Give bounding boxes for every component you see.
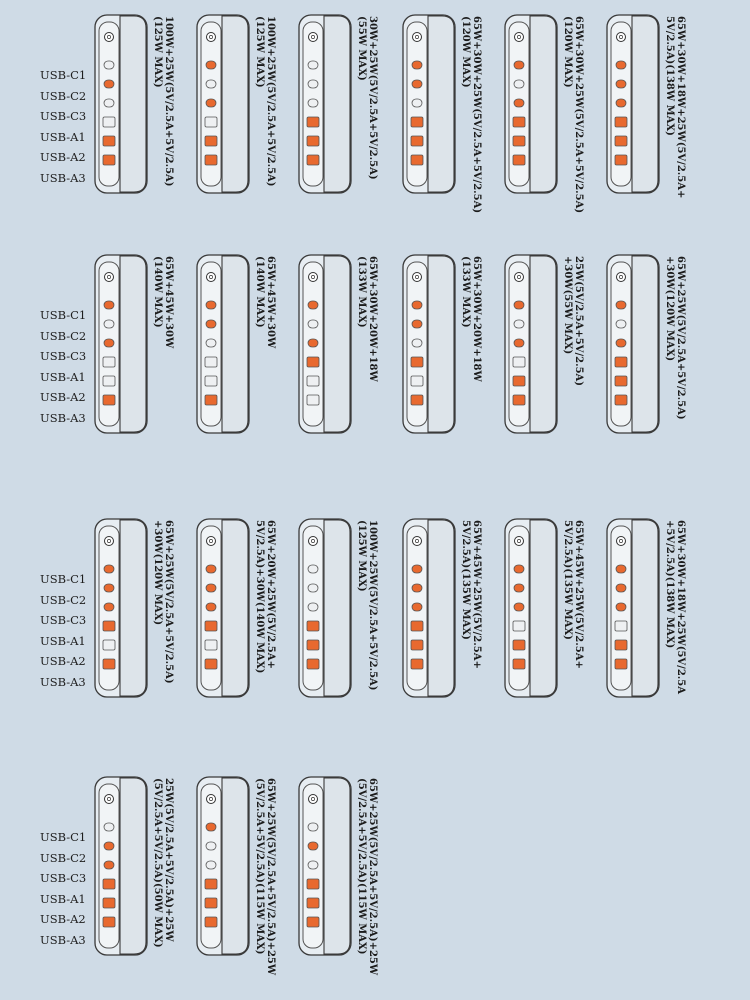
power-caption-line: (133W MAX) [356,256,367,328]
power-caption-line: (120W MAX) [562,16,573,88]
usb-a-port-active [205,898,217,908]
usb-c-port-active [104,861,114,869]
usb-c-port-active [104,565,114,573]
power-caption-line: (120W MAX) [460,16,471,88]
charger-configuration [504,518,584,702]
charger-side-panel [120,778,146,954]
charger-configuration [402,14,482,214]
usb-c-port-active [104,603,114,611]
charger-configuration [196,776,276,976]
power-button-icon [413,33,422,42]
charger-side-panel [632,520,658,696]
usb-a-port-active [513,659,525,669]
port-label: USB-A2 [40,654,86,668]
usb-c-port-active [206,99,216,107]
power-caption [254,778,276,975]
usb-c-port-active [616,584,626,592]
charger-body [94,776,148,956]
charger-configuration [298,14,378,198]
usb-c-port-inactive [514,80,524,88]
port-label: USB-A1 [40,891,86,906]
usb-a-port-active [615,376,627,386]
charger-body [196,254,250,434]
power-button-icon [515,33,524,42]
usb-c-port-active [412,80,422,88]
power-button-icon [207,33,216,42]
power-caption-line: 30W+25W(5V/2.5A+5V/2.5A) [367,16,378,180]
power-caption [254,520,276,673]
power-button-icon [515,537,524,546]
usb-a-port-active [615,659,627,669]
usb-c-port-inactive [308,603,318,611]
usb-a-port-active [205,917,217,927]
usb-a-port-active [307,879,319,889]
port-label: USB-A1 [40,369,86,384]
charger-body [402,518,456,698]
usb-c-port-inactive [104,61,114,69]
usb-a-port-active [307,917,319,927]
charger-body [402,254,456,434]
usb-c-port-active [412,584,422,592]
charger-configuration [298,254,378,438]
usb-c-port-inactive [308,823,318,831]
usb-c-port-active [104,339,114,347]
power-caption-line: 65W+20W+25W(5V/2.5A+ [265,520,276,669]
power-caption-line: 5V/2.5A)(135W MAX) [460,520,471,640]
power-button-icon [617,537,626,546]
charger-side-panel [222,778,248,954]
power-button-icon [515,273,524,282]
port-label: USB-A3 [40,410,86,425]
usb-c-port-inactive [412,339,422,347]
charger-side-panel [428,256,454,432]
usb-a-port-active [205,621,217,631]
charger-configuration [504,254,584,438]
usb-a-port-active [411,136,423,146]
usb-a-port-active [103,621,115,631]
usb-c-port-inactive [206,861,216,869]
charger-side-panel [530,520,556,696]
charger-body [298,254,352,434]
port-label: USB-A2 [40,150,86,164]
usb-a-port-active [411,155,423,165]
usb-a-port-active [513,640,525,650]
usb-c-port-active [616,565,626,573]
usb-c-port-active [514,61,524,69]
power-caption-line: 65W+30W+18W+25W(5V/2.5A+ [675,16,686,199]
usb-c-port-inactive [206,842,216,850]
power-caption-line: 65W+30W+20W+18W [367,256,378,382]
port-label: USB-C2 [40,592,87,607]
port-label: USB-C3 [40,871,87,885]
usb-a-port-inactive [411,376,423,386]
charger-configuration [196,254,276,438]
power-caption-line: (140W MAX) [254,256,265,328]
charger-body [94,14,148,194]
usb-c-port-inactive [308,99,318,107]
usb-a-port-active [205,155,217,165]
usb-c-port-inactive [412,99,422,107]
usb-c-port-active [412,320,422,328]
usb-a-port-active [513,155,525,165]
usb-a-port-active [205,879,217,889]
power-caption [152,256,174,348]
port-label: USB-C1 [40,308,87,322]
usb-c-port-active [616,80,626,88]
power-caption-line: 65W+25W(5V/2.5A+5V/2.5A) [675,256,686,420]
usb-a-port-active [411,640,423,650]
power-caption-line: +30W(55W MAX) [562,256,573,355]
power-caption-line: 65W+25W(5V/2.5A+5V/2.5A)+25W [265,778,276,976]
charger-configuration [402,518,482,702]
usb-a-port-inactive [513,621,525,631]
power-caption [664,520,686,694]
charger-side-panel [222,16,248,192]
power-button-icon [105,795,114,804]
power-caption-line: +30W(120W MAX) [664,256,675,362]
usb-a-port-active [103,395,115,405]
power-caption [664,16,686,198]
power-caption [460,16,482,213]
charger-side-panel [222,256,248,432]
usb-c-port-active [412,603,422,611]
usb-c-port-active [104,80,114,88]
usb-c-port-inactive [308,584,318,592]
charger-body [196,776,250,956]
charger-configuration [504,14,584,214]
usb-c-port-active [616,61,626,69]
usb-a-port-active [513,376,525,386]
power-button-icon [413,273,422,282]
charger-configuration [196,14,276,198]
charger-configuration [606,14,686,199]
power-caption-line: (125W MAX) [254,16,265,88]
charger-side-panel [632,256,658,432]
usb-c-port-active [206,584,216,592]
usb-c-port-inactive [308,320,318,328]
power-caption-line: 65W+30W+25W(5V/2.5A+5V/2.5A) [573,16,584,214]
power-button-icon [309,537,318,546]
charger-body [94,254,148,434]
usb-c-port-inactive [206,80,216,88]
charger-side-panel [324,16,350,192]
usb-a-port-active [103,136,115,146]
usb-a-port-active [307,155,319,165]
power-caption-line: (133W MAX) [460,256,471,328]
usb-a-port-active [103,155,115,165]
usb-c-port-active [308,301,318,309]
charger-body [298,776,352,956]
power-caption [254,256,276,348]
power-caption-line: (5V/2.5A+5V/2.5A)(115W MAX) [254,778,265,955]
usb-a-port-active [205,659,217,669]
charger-side-panel [632,16,658,192]
power-caption-line: 65W+30W+20W+18W [471,256,482,382]
port-label: USB-C1 [40,572,87,586]
charger-configuration [606,518,686,702]
usb-c-port-active [206,603,216,611]
power-caption [152,16,174,187]
charger-configuration [298,518,378,702]
usb-a-port-active [307,640,319,650]
usb-a-port-active [615,117,627,127]
charger-side-panel [120,520,146,696]
usb-a-port-active [307,117,319,127]
power-caption-line: 65W+45W+25W(5V/2.5A+ [471,520,482,669]
usb-c-port-inactive [308,565,318,573]
port-label: USB-C2 [40,850,87,865]
power-caption-line: 100W+25W(5V/2.5A+5V/2.5A) [367,520,378,691]
port-label: USB-C3 [40,349,87,363]
power-caption [562,520,584,669]
usb-a-port-inactive [103,376,115,386]
charger-body [298,14,352,194]
usb-a-port-active [411,357,423,367]
charger-body [402,14,456,194]
usb-a-port-active [307,898,319,908]
usb-c-port-active [206,301,216,309]
port-label: USB-C3 [40,109,87,123]
usb-c-port-active [206,320,216,328]
usb-c-port-inactive [104,823,114,831]
charger-side-panel [120,16,146,192]
charger-body [504,518,558,698]
usb-c-port-inactive [308,861,318,869]
power-caption-line: 5V/2.5A)+30W(140W MAX) [254,520,265,674]
power-button-icon [105,273,114,282]
usb-c-port-active [616,301,626,309]
usb-a-port-active [103,917,115,927]
usb-a-port-active [307,357,319,367]
power-caption-line: 100W+25W(5V/2.5A+5V/2.5A) [265,16,276,187]
power-caption [562,16,584,213]
usb-c-port-active [514,565,524,573]
charger-body [298,518,352,698]
usb-c-port-active [412,565,422,573]
usb-c-port-active [412,301,422,309]
power-caption [562,256,584,386]
usb-c-port-active [104,842,114,850]
charger-body [606,254,660,434]
usb-a-port-active [103,898,115,908]
usb-a-port-active [205,136,217,146]
port-label: USB-C2 [40,328,87,343]
power-caption-line: (55W MAX) [356,16,367,81]
power-caption [254,16,276,187]
charger-body [196,518,250,698]
usb-a-port-inactive [615,621,627,631]
usb-a-port-inactive [103,357,115,367]
usb-a-port-active [411,621,423,631]
port-label: USB-A1 [40,633,86,648]
port-label: USB-C3 [40,613,87,627]
usb-c-port-inactive [308,80,318,88]
port-label: USB-C1 [40,68,87,82]
port-label: USB-A2 [40,912,86,926]
charger-side-panel [428,16,454,192]
usb-a-port-active [103,879,115,889]
power-caption [356,16,378,180]
usb-c-port-active [514,339,524,347]
power-caption [460,520,482,669]
power-caption-line: 65W+25W(5V/2.5A+5V/2.5A) [163,520,174,684]
usb-a-port-active [307,136,319,146]
usb-c-port-active [308,339,318,347]
usb-a-port-active [513,136,525,146]
usb-a-port-active [411,659,423,669]
power-caption [664,256,686,420]
power-caption [152,520,174,684]
usb-a-port-active [411,395,423,405]
usb-a-port-inactive [103,640,115,650]
usb-c-port-active [308,842,318,850]
usb-c-port-active [616,339,626,347]
power-button-icon [207,537,216,546]
power-caption-line: 65W+30W+18W+25W(5V/2.5A [675,520,686,694]
usb-c-port-active [514,99,524,107]
usb-c-port-inactive [206,339,216,347]
charger-configuration [94,776,174,960]
port-label: USB-C2 [40,88,87,103]
power-button-icon [105,33,114,42]
power-caption-line: 65W+45W+30W [163,256,174,349]
charger-side-panel [324,520,350,696]
usb-a-port-active [615,357,627,367]
port-label: USB-A3 [40,674,86,689]
usb-c-port-active [514,584,524,592]
charger-body [196,14,250,194]
usb-a-port-active [307,621,319,631]
charger-side-panel [530,256,556,432]
power-caption-line: 25W(5V/2.5A+5V/2.5A)+25W [163,778,174,942]
usb-a-port-active [205,395,217,405]
port-label: USB-C1 [40,830,87,844]
charger-configuration [94,14,174,198]
usb-a-port-inactive [205,376,217,386]
port-label: USB-A1 [40,129,86,144]
usb-a-port-inactive [205,357,217,367]
power-caption-line: 65W+25W(5V/2.5A+5V/2.5A)+25W [367,778,378,976]
power-caption-line: (140W MAX) [152,256,163,328]
usb-a-port-inactive [513,357,525,367]
usb-c-port-active [514,301,524,309]
port-label: USB-A3 [40,932,86,947]
charger-body [504,14,558,194]
usb-a-port-active [615,155,627,165]
power-caption-line: 100W+25W(5V/2.5A+5V/2.5A) [163,16,174,187]
usb-a-port-inactive [307,376,319,386]
usb-a-port-active [513,117,525,127]
charger-body [606,518,660,698]
power-caption-line: 5V/2.5A)(135W MAX) [562,520,573,640]
power-button-icon [617,33,626,42]
usb-c-port-active [616,99,626,107]
charger-side-panel [120,256,146,432]
charger-configuration [402,254,482,438]
usb-c-port-inactive [514,320,524,328]
charger-body [94,518,148,698]
usb-a-port-inactive [205,640,217,650]
charger-configuration [606,254,686,438]
usb-c-port-active [412,61,422,69]
usb-a-port-active [411,117,423,127]
power-caption [356,778,378,975]
usb-a-port-inactive [307,395,319,405]
usb-c-port-inactive [104,320,114,328]
port-label: USB-A2 [40,390,86,404]
port-label: USB-A3 [40,170,86,185]
charger-side-panel [428,520,454,696]
usb-c-port-active [206,61,216,69]
power-caption-line: 65W+30W+25W(5V/2.5A+5V/2.5A) [471,16,482,214]
usb-c-port-active [104,584,114,592]
power-caption [460,256,482,382]
power-caption [356,256,378,382]
usb-a-port-active [513,395,525,405]
charger-side-panel [324,778,350,954]
power-button-icon [309,795,318,804]
power-caption-line: +30W(120W MAX) [152,520,163,626]
power-caption-line: (5V/2.5A+5V/2.5A)(50W MAX) [152,778,163,948]
usb-a-port-active [615,136,627,146]
usb-a-port-inactive [103,117,115,127]
power-caption-line: 25W(5V/2.5A+5V/2.5A) [573,256,584,387]
charger-configuration [94,518,174,702]
charger-side-panel [324,256,350,432]
usb-c-port-active [206,565,216,573]
power-button-icon [617,273,626,282]
charger-configuration [196,518,276,702]
usb-a-port-active [307,659,319,669]
power-button-icon [105,537,114,546]
charger-side-panel [222,520,248,696]
usb-a-port-active [615,640,627,650]
usb-c-port-inactive [104,99,114,107]
charger-configuration [94,254,174,438]
charger-configuration [298,776,378,976]
usb-a-port-inactive [205,117,217,127]
usb-c-port-inactive [308,61,318,69]
power-caption [356,520,378,691]
power-button-icon [309,33,318,42]
usb-c-port-active [206,823,216,831]
usb-c-port-active [104,301,114,309]
power-caption [152,778,174,948]
power-caption-line: (125W MAX) [152,16,163,88]
power-caption-line: (125W MAX) [356,520,367,592]
usb-c-port-active [514,603,524,611]
usb-c-port-inactive [616,320,626,328]
power-caption-line: (5V/2.5A+5V/2.5A)(115W MAX) [356,778,367,955]
usb-a-port-active [103,659,115,669]
usb-c-port-active [616,603,626,611]
power-button-icon [207,795,216,804]
charger-side-panel [530,16,556,192]
charger-body [504,254,558,434]
usb-a-port-active [615,395,627,405]
power-caption-line: +5V/2.5A)(138W MAX) [664,520,675,649]
charger-body [606,14,660,194]
power-caption-line: 65W+45W+30W [265,256,276,349]
power-button-icon [413,537,422,546]
power-caption-line: 65W+45W+25W(5V/2.5A+ [573,520,584,669]
power-button-icon [309,273,318,282]
power-caption-line: 5V/2.5A)(138W MAX) [664,16,675,136]
power-button-icon [207,273,216,282]
